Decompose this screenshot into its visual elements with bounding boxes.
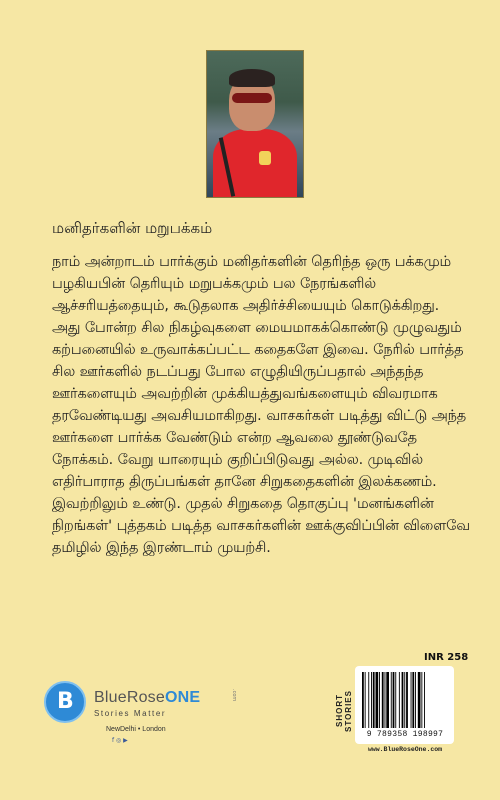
barcode-bar [365, 672, 366, 728]
sunglasses [232, 93, 272, 103]
publisher-website: www.BlueRoseOne.com [367, 746, 443, 753]
barcode-bar [393, 672, 395, 728]
author-hair [229, 69, 275, 87]
bluerose-logo-icon [44, 681, 86, 723]
publisher-domain: .com [231, 689, 237, 702]
barcode-bar [411, 672, 412, 728]
barcode-bar [373, 672, 375, 728]
book-synopsis: நாம் அன்றாடம் பார்க்கும் மனிதர்களின் தெரிந்த ஒரு பக்கமும் பழகியபின் தெரியும் மறுபக்கமும் பல நேரங்களில் ஆச்சரியத்தையும், கூடுதலாக அதிர்ச்சியையும் கொடுக்கிறது. அது போன்ற சில நிகழ்வுகளை மையமாகக்கொண்டு முழுவதும் கற்பனையில் உருவாக்கப்பட்ட கதைகளே இவை. நேரில் பார்த்த சில ஊர்களில் நடப்பது போல எழுதியிருப்பதால் அந்தந்த ஊர்களையும் அவற்றின் முக்கியத்துவங்களையும் விவரமாக தரவேண்டியது அவசியமாகிறது. வாசகர்கள் படித்து விட்டு அந்த ஊர்களை பார்க்க வேண்டும் என்ற ஆவலை தூண்டுவதே நோக்கம். வேறு யாரையும் குறிப்பிடுவது அல்ல. முடிவில் எதிர்பாராத திருப்பங்கள் தானே சிறுகதைகளின் இலக்கணம். இவற்றிலும் உண்டு. முதல் சிறுகதை தொகுப்பு 'மனங்களின் நிறங்கள்' புத்தகம் படித்த வாசகர்களின் ஊக்குவிப்பின் விளைவே தமிழில் இந்த இரண்டாம் முயற்சி. [52, 254, 470, 556]
price-label: INR 258 [424, 652, 469, 663]
barcode-bar [406, 672, 408, 728]
barcode-bar [391, 672, 392, 728]
book-title: மனிதர்களின் மறுபக்கம் [52, 219, 213, 237]
barcode-bar [402, 672, 404, 728]
isbn-number: 9 789358 198997 [366, 730, 444, 739]
publisher-logo-block [44, 681, 244, 744]
barcode-bar [424, 672, 425, 728]
publisher-tagline: Stories Matter [94, 709, 167, 718]
barcode-bar [368, 672, 369, 728]
barcode-bar [382, 672, 384, 728]
genre-label: SHORT STORIES [335, 690, 353, 732]
barcode-bar [399, 672, 400, 728]
barcode-bar [415, 672, 416, 728]
publisher-name-accent: ONE [164, 689, 201, 706]
shirt-logo [259, 151, 271, 165]
barcode-bar [418, 672, 421, 728]
publisher-name-main: BlueRose [94, 689, 165, 706]
barcode-bar [371, 672, 372, 728]
barcode-bar [385, 672, 386, 728]
barcode-bar [421, 672, 422, 728]
barcode-bar [412, 672, 414, 728]
barcode-icon [362, 672, 448, 728]
barcode-bar [386, 672, 389, 728]
publisher-name [94, 689, 200, 707]
logo-letter: B [57, 689, 74, 714]
barcode-bar [404, 672, 405, 728]
barcode-bar [362, 672, 364, 728]
author-photo [206, 50, 304, 198]
social-icons: f ◎ ▶ [112, 737, 128, 744]
publisher-locations: NewDelhi • London [106, 726, 166, 733]
barcode-bar [395, 672, 396, 728]
barcode-bar [376, 672, 379, 728]
barcode-box [355, 666, 454, 744]
barcode-bar [379, 672, 380, 728]
